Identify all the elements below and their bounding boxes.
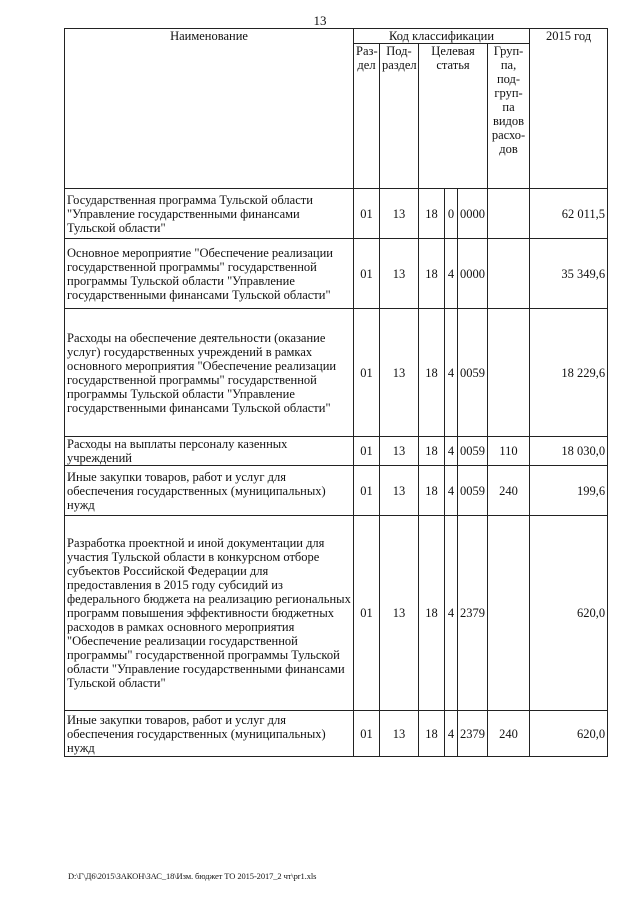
table-row [65, 516, 608, 711]
row-amount: 18 229,6 [530, 309, 608, 437]
row-razdel: 01 [354, 309, 380, 437]
row-target-subprogram: 4 [445, 309, 458, 437]
row-amount: 18 030,0 [530, 437, 608, 466]
table-row [65, 437, 608, 466]
file-path-footer: D:\Г\Д6\2015\ЗАКОН\ЗАС_18\Изм. бюджет ТО 2015-2017_2 чт\pr1.xls [68, 871, 317, 881]
header-classification: Код классификации [354, 29, 530, 44]
header-group: Груп- па, под- груп- па видов расхо- дов [488, 44, 530, 189]
row-podrazdel: 13 [380, 309, 419, 437]
table-row [65, 309, 608, 437]
row-expense-type [488, 516, 530, 711]
row-target-program: 18 [419, 239, 445, 309]
row-target-subprogram: 4 [445, 239, 458, 309]
row-podrazdel: 13 [380, 189, 419, 239]
row-razdel: 01 [354, 189, 380, 239]
row-name: Расходы на обеспечение деятельности (оказание услуг) государственных учреждений в рамках основного мероприятия "Обеспечение реализации государственной программы" государственной программы Тульской области "Управление государственными финансами Тульской области" [65, 309, 354, 437]
row-expense-type: 240 [488, 466, 530, 516]
budget-table [64, 28, 608, 757]
row-amount: 62 011,5 [530, 189, 608, 239]
row-expense-type [488, 309, 530, 437]
row-name: Иные закупки товаров, работ и услуг для обеспечения государственных (муниципальных) нужд [65, 466, 354, 516]
row-razdel: 01 [354, 437, 380, 466]
row-target-program: 18 [419, 711, 445, 757]
row-target-direction: 0000 [458, 189, 488, 239]
row-target-subprogram: 0 [445, 189, 458, 239]
row-target-program: 18 [419, 466, 445, 516]
table-row [65, 239, 608, 309]
row-target-program: 18 [419, 309, 445, 437]
row-name: Иные закупки товаров, работ и услуг для обеспечения государственных (муниципальных) нужд [65, 711, 354, 757]
row-expense-type: 110 [488, 437, 530, 466]
row-name: Расходы на выплаты персоналу казенных учреждений [65, 437, 354, 466]
row-razdel: 01 [354, 711, 380, 757]
row-expense-type [488, 239, 530, 309]
row-target-program: 18 [419, 189, 445, 239]
row-target-direction: 2379 [458, 516, 488, 711]
row-podrazdel: 13 [380, 516, 419, 711]
row-podrazdel: 13 [380, 239, 419, 309]
row-target-direction: 0059 [458, 466, 488, 516]
row-name: Основное мероприятие "Обеспечение реализации государственной программы" государственной программы Тульской области "Управление государственными финансами Тульской области" [65, 239, 354, 309]
row-target-direction: 2379 [458, 711, 488, 757]
row-razdel: 01 [354, 516, 380, 711]
row-target-program: 18 [419, 516, 445, 711]
table-row [65, 466, 608, 516]
row-target-direction: 0000 [458, 239, 488, 309]
table-row [65, 711, 608, 757]
header-podrazdel: Под- раздел [380, 44, 419, 189]
row-amount: 620,0 [530, 711, 608, 757]
row-expense-type [488, 189, 530, 239]
row-podrazdel: 13 [380, 437, 419, 466]
row-amount: 199,6 [530, 466, 608, 516]
table-row [65, 189, 608, 239]
row-razdel: 01 [354, 239, 380, 309]
row-razdel: 01 [354, 466, 380, 516]
row-expense-type: 240 [488, 711, 530, 757]
page-number: 13 [313, 13, 327, 28]
row-podrazdel: 13 [380, 466, 419, 516]
row-target-subprogram: 4 [445, 516, 458, 711]
row-target-program: 18 [419, 437, 445, 466]
row-target-direction: 0059 [458, 437, 488, 466]
row-target-subprogram: 4 [445, 466, 458, 516]
row-amount: 35 349,6 [530, 239, 608, 309]
header-name: Наименование [65, 29, 354, 189]
row-name: Государственная программа Тульской области "Управление государственными финансами Тульской области" [65, 189, 354, 239]
row-name: Разработка проектной и иной документации для участия Тульской области в конкурсном отборе субъектов Российской Федерации для предоставления в 2015 году субсидий из федерального бюджета на реализацию региональных программ повышения эффективности бюджетных расходов в рамках основного мероприятия "Обеспечение реализации государственной программы" государственной программы Тульской области "Управление государственными финансами Тульской области" [65, 516, 354, 711]
row-target-direction: 0059 [458, 309, 488, 437]
row-target-subprogram: 4 [445, 711, 458, 757]
header-target: Целевая статья [419, 44, 488, 189]
header-year: 2015 год [530, 29, 608, 189]
row-amount: 620,0 [530, 516, 608, 711]
header-razdel: Раз- дел [354, 44, 380, 189]
row-podrazdel: 13 [380, 711, 419, 757]
row-target-subprogram: 4 [445, 437, 458, 466]
